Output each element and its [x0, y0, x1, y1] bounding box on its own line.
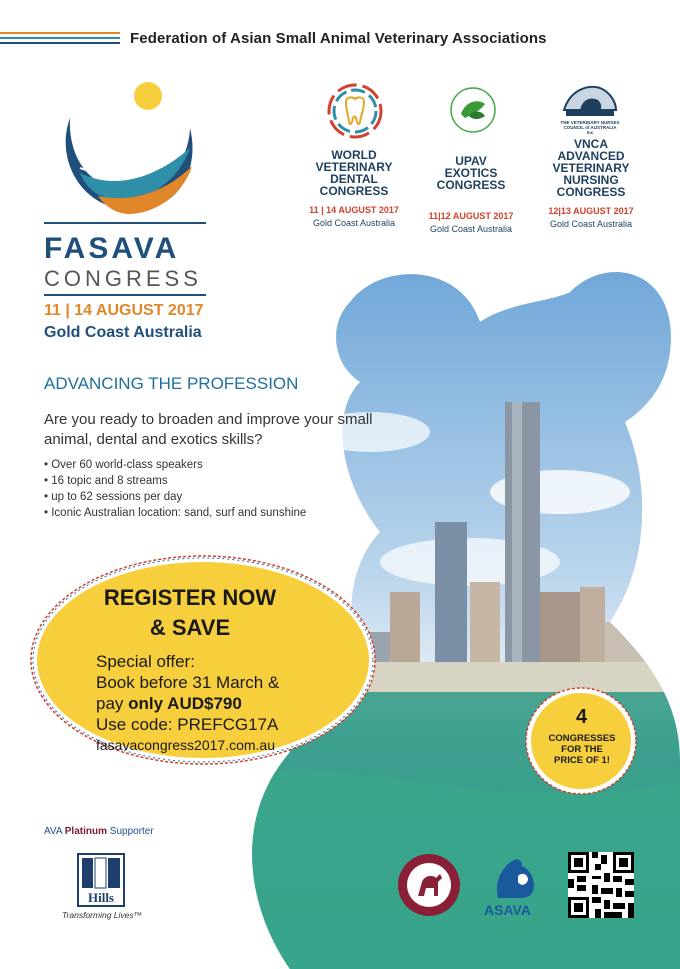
congress-vnca [532, 138, 650, 229]
ava-seal-logo [396, 852, 462, 918]
congress-title: CONGRESS [44, 266, 202, 291]
main-dates: 11 | 14 AUGUST 2017 [44, 302, 204, 319]
congress-vnca-dates: 12|13 AUGUST 2017 [548, 206, 634, 216]
qr-code[interactable] [568, 852, 634, 918]
congress-upav [412, 155, 530, 234]
list-item: • Over 60 world-class speakers [44, 457, 306, 473]
congress-dental [295, 149, 413, 228]
federation-name: Federation of Asian Small Animal Veterinary Associations [130, 30, 547, 47]
intro-question: Are you ready to broaden and improve your small animal, dental and exotics skills? [44, 411, 373, 448]
fasava-title: FASAVA [44, 232, 180, 265]
asava-logo [488, 852, 542, 902]
headline: ADVANCING THE PROFESSION [44, 374, 299, 393]
list-item: • Iconic Australian location: sand, surf and sunshine [44, 505, 306, 521]
main-location: Gold Coast Australia [44, 324, 202, 341]
feature-list [44, 457, 306, 521]
header-stripes [0, 30, 120, 46]
register-heading: REGISTER NOW & SAVE [103, 585, 277, 640]
hills-tagline: Transforming Lives™ [62, 910, 143, 920]
asava-text: ASAVA [484, 902, 531, 918]
congress-upav-dates: 11|12 AUGUST 2017 [428, 211, 514, 221]
badge-text: CONGRESSES FOR THE PRICE OF 1! [548, 733, 616, 766]
congress-dental-location: Gold Coast Australia [312, 218, 396, 228]
svg-text:Hills: Hills [87, 890, 115, 905]
sponsor-label: AVA Platinum Supporter [44, 826, 154, 837]
vnca-logo-text: THE VETERINARY NURSES COUNCIL of AUSTRALIA Inc [560, 120, 620, 135]
congress-upav-name: UPAV EXOTICS CONGRESS [436, 154, 506, 192]
register-offer: Special offer: Book before 31 March & pay only AUD$790 Use code: PREFCG17A fasavacongress2017.com.au [96, 651, 279, 756]
register-url[interactable]: fasavacongress2017.com.au [96, 737, 275, 753]
title-rule-top [44, 222, 206, 224]
congress-dental-dates: 11 | 14 AUGUST 2017 [309, 205, 399, 215]
congress-upav-location: Gold Coast Australia [429, 224, 513, 234]
hills-logo [76, 852, 126, 908]
badge-number: 4 [575, 706, 588, 728]
congress-vnca-name: VNCA ADVANCED VETERINARY NURSING CONGRESS [552, 137, 630, 199]
vnca-logo-icon [560, 80, 620, 120]
tooth-logo-icon [326, 82, 384, 140]
list-item: • 16 topic and 8 streams [44, 473, 306, 489]
congress-dental-name: WORLD VETERINARY DENTAL CONGRESS [315, 148, 393, 198]
congress-vnca-location: Gold Coast Australia [549, 219, 633, 229]
fasava-logo [50, 78, 200, 218]
upav-logo-icon [443, 80, 503, 140]
list-item: • up to 62 sessions per day [44, 489, 306, 505]
title-rule-bottom [44, 294, 206, 296]
